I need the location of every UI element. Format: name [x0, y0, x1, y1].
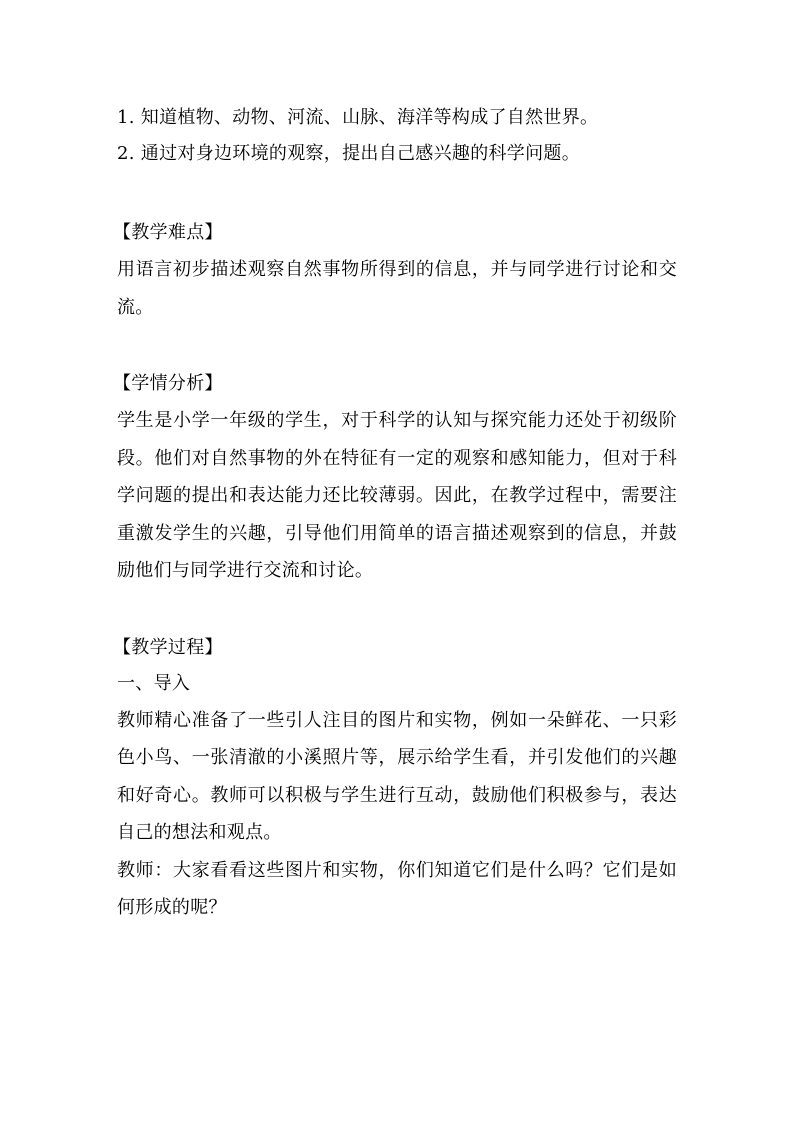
- section-heading-difficulty: 【教学难点】: [113, 222, 223, 243]
- step-title-intro: 一、导入: [117, 672, 191, 694]
- objective-1: 1. 知道植物、动物、河流、山脉、海洋等构成了自然世界。: [117, 107, 599, 128]
- teacher-line: 教师：大家看看这些图片和实物，你们知道它们是什么吗？它们是如何形成的呢？: [117, 859, 677, 918]
- intro-text: 教师精心准备了一些引人注目的图片和实物，例如一朵鲜花、一只彩色小鸟、一张清澈的小溪照片等，展示给学生看，并引发他们的兴趣和好奇心。教师可以积极与学生进行互动，鼓励他们积极参与，表达自己的想法和观点。: [117, 709, 677, 843]
- section-heading-analysis: 【学情分析】: [113, 373, 223, 394]
- analysis-text: 学生是小学一年级的学生，对于科学的认知与探究能力还处于初级阶段。他们对自然事物的外在特征有一定的观察和感知能力，但对于科学问题的提出和表达能力还比较薄弱。因此，在教学过程中，需要注重激发学生的兴趣，引导他们用简单的语言描述观察到的信息，并鼓励他们与同学进行交流和讨论。: [117, 410, 677, 581]
- objective-2: 2. 通过对身边环境的观察，提出自己感兴趣的科学问题。: [117, 143, 580, 164]
- difficulty-text: 用语言初步描述观察自然事物所得到的信息，并与同学进行讨论和交流。: [117, 259, 677, 318]
- section-heading-process: 【教学过程】: [113, 636, 223, 658]
- document-page: [113, 100, 677, 927]
